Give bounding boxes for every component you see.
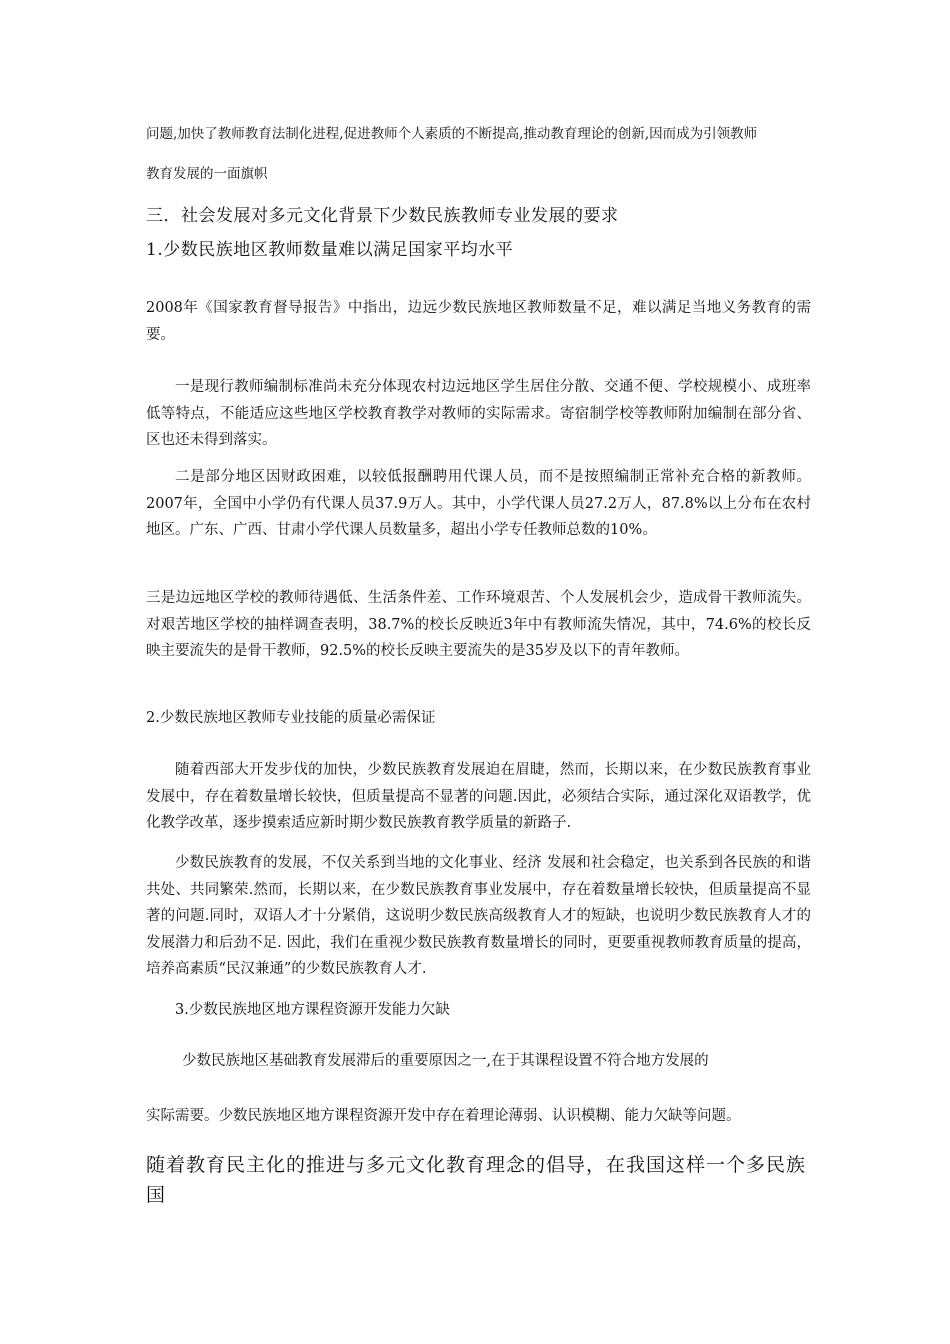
paragraph-3: 二是部分地区因财政困难，以较低报酬聘用代课人员，而不是按照编制正常补充合格的新教师。2007年，全国中小学仍有代课人员37.9万人。其中，小学代课人员27.2万人，87.8%以上分布在农村地区。广东、广西、甘肃小学代课人员数量多，超出小学专任教师总数的10%。 [146, 469, 811, 538]
intro-line-1: 问题,加快了教师教育法制化进程,促进教师个人素质的不断提高,推动教育理论的创新,因而成为引领教师 [146, 126, 758, 142]
subheading-1: 1.少数民族地区教师数量难以满足国家平均水平 [146, 240, 514, 260]
subheading-3: 3.少数民族地区地方课程资源开发能力欠缺 [175, 1002, 450, 1018]
paragraph-8: 随着教育民主化的推进与多元文化教育理念的倡导，在我国这样一个多民族国 [146, 1154, 807, 1206]
subheading-2: 2.少数民族地区教师专业技能的质量必需保证 [146, 710, 436, 726]
paragraph-1: 2008年《国家教育督导报告》中指出，边远少数民族地区教师数量不足，难以满足当地义务教育的需要。 [146, 300, 811, 343]
paragraph-6: 少数民族教育的发展，不仅关系到当地的文化事业、经济 发展和社会稳定，也关系到各民族的和谐共处、共同繁荣.然而，长期以来，在少数民族教育事业发展中，存在着数量增长较快，但质量提高不显著的问题.同时，双语人才十分紧俏，这说明少数民族高级教育人才的短缺，也说明少数民族教育人才的发展潜力和后劲不足. 因此，我们在重视少数民族教育数量增长的同时，更要重视教师教育质量的提高，培养高素质“民汉兼通”的少数民族教育人才. [146, 855, 811, 977]
paragraph-7-line-2: 实际需要。少数民族地区地方课程资源开发中存在着理论薄弱、认识模糊、能力欠缺等问题。 [146, 1108, 741, 1124]
paragraph-4: 三是边远地区学校的教师待遇低、生活条件差、工作环境艰苦、个人发展机会少，造成骨干教师流失。对艰苦地区学校的抽样调查表明，38.7%的校长反映近3年中有教师流失情况，其中，74.6%的校长反映主要流失的是骨干教师，92.5%的校长反映主要流失的是35岁及以下的青年教师。 [146, 590, 811, 659]
section-heading: 三．社会发展对多元文化背景下少数民族教师专业发展的要求 [146, 206, 619, 226]
paragraph-5: 随着西部大开发步伐的加快，少数民族教育发展迫在眉睫，然而，长期以来，在少数民族教育事业发展中，存在着数量增长较快，但质量提高不显著的问题.因此，必须结合实际，通过深化双语教学，优化教学改革，逐步摸索适应新时期少数民族教育教学质量的新路子. [146, 762, 811, 831]
paragraph-7-line-1: 少数民族地区基础教育发展滞后的重要原因之一,在于其课程设置不符合地方发展的 [182, 1053, 709, 1069]
paragraph-2: 一是现行教师编制标准尚未充分体现农村边远地区学生居住分散、交通不便、学校规模小、成班率低等特点，不能适应这些地区学校教育教学对教师的实际需求。寄宿制学校等教师附加编制在部分省、区也还未得到落实。 [146, 379, 811, 448]
intro-line-2: 教育发展的一面旗帜 [146, 166, 268, 182]
